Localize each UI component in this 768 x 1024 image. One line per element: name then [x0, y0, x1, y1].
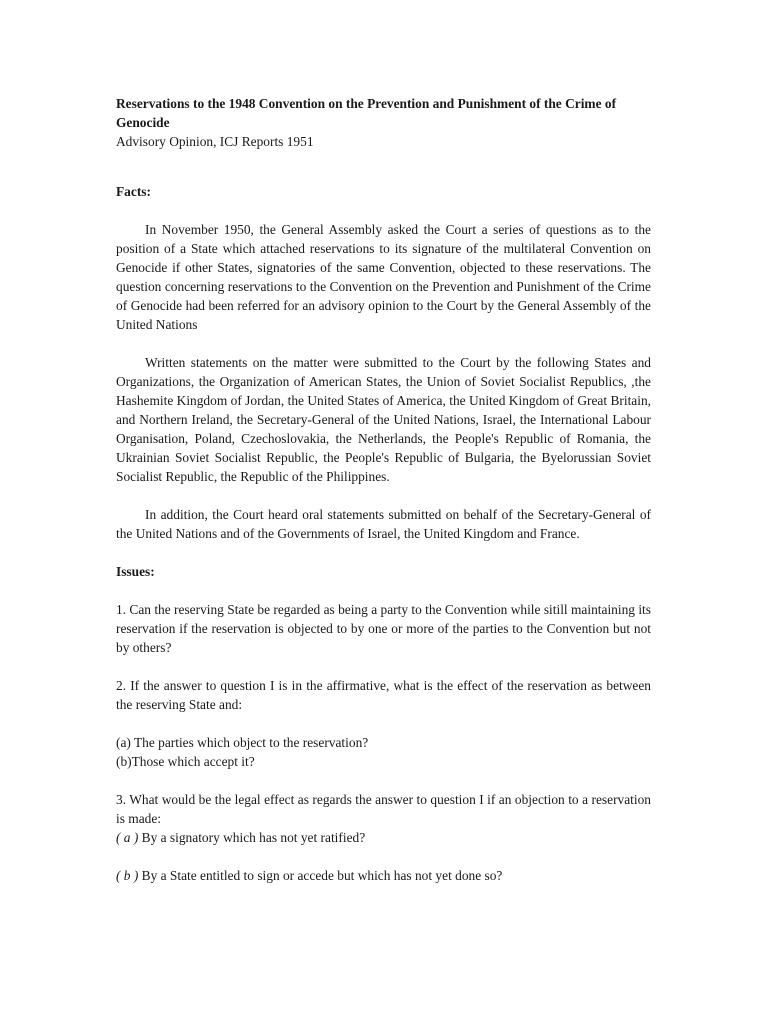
spacer	[116, 486, 651, 505]
facts-paragraph-3: In addition, the Court heard oral statements submitted on behalf of the Secretary-General of the United Nations and of the Governments of Israel, the United Kingdom and France.	[116, 507, 651, 541]
document-page	[116, 94, 651, 885]
facts-heading: Facts:	[116, 184, 151, 199]
spacer	[116, 771, 651, 790]
issue-3-a-marker: ( a )	[116, 830, 139, 845]
issue-3: 3. What would be the legal effect as regards the answer to question I if an objection to a reservation is made:	[116, 792, 651, 826]
document-title: Reservations to the 1948 Convention on the Prevention and Punishment of the Crime of Genocide	[116, 96, 617, 130]
issue-3-b-text: By a State entitled to sign or accede but which has not yet done so?	[138, 868, 503, 883]
issue-2-a: (a) The parties which object to the reservation?	[116, 735, 369, 750]
facts-paragraph-1: In November 1950, the General Assembly asked the Court a series of questions as to the position of a State which attached reservations to its signature of the multilateral Convention on Genocide if other States, signatories of the same Convention, objected to these reservations. The question concerning reservations to the Convention on the Prevention and Punishment of the Crime of Genocide had been referred for an advisory opinion to the Court by the General Assembly of the United Nations	[116, 222, 651, 332]
issue-2: 2. If the answer to question I is in the affirmative, what is the effect of the reservation as between the reserving State and:	[116, 678, 651, 712]
issue-1: 1. Can the reserving State be regarded as being a party to the Convention while sitill maintaining its reservation if the reservation is objected to by one or more of the parties to the Convention but not by others?	[116, 602, 651, 655]
spacer	[116, 543, 651, 562]
spacer	[116, 151, 651, 182]
spacer	[116, 581, 651, 600]
spacer	[116, 847, 651, 866]
spacer	[116, 657, 651, 676]
issue-3-a	[116, 828, 651, 847]
spacer	[116, 201, 651, 220]
issue-3-a-text: By a signatory which has not yet ratified?	[138, 830, 366, 845]
facts-paragraph-2: Written statements on the matter were submitted to the Court by the following States and Organizations, the Organization of American States, the Union of Soviet Socialist Republics, ,the Hashemite Kingdom of Jordan, the United States of America, the United Kingdom of Great Britain, and Northern Ireland, the Secretary-General of the United Nations, Israel, the International Labour Organisation, Poland, Czechoslovakia, the Netherlands, the People's Republic of Romania, the Ukrainian Soviet Socialist Republic, the People's Republic of Bulgaria, the Byelorussian Soviet Socialist Republic, the Republic of the Philippines.	[116, 355, 651, 484]
spacer	[116, 334, 651, 353]
issue-3-b	[116, 866, 651, 885]
issue-3-b-marker: ( b )	[116, 868, 139, 883]
document-subtitle: Advisory Opinion, ICJ Reports 1951	[116, 134, 314, 149]
issue-2-b: (b)Those which accept it?	[116, 754, 255, 769]
spacer	[116, 714, 651, 733]
issues-heading: Issues:	[116, 564, 155, 579]
